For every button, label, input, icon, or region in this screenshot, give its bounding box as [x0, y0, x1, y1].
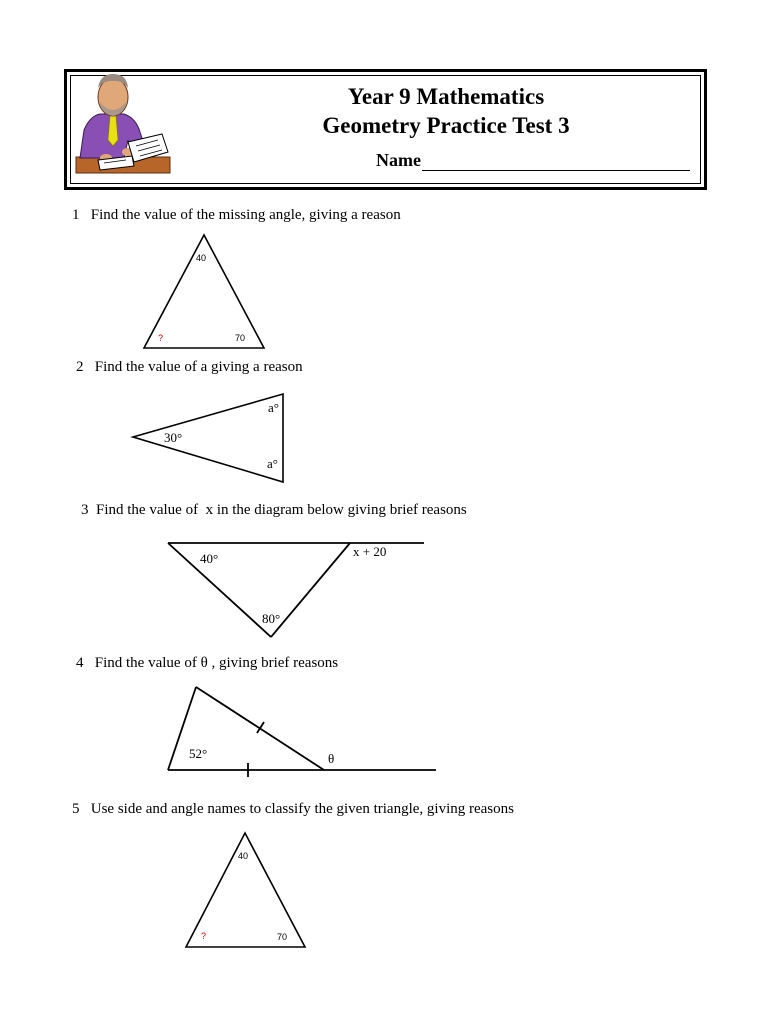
q5-right-angle: 70 — [277, 932, 288, 942]
q3-triangle-figure — [168, 543, 424, 637]
question-2: 2 Find the value of a giving a reason — [76, 359, 303, 375]
q3-bottom-angle: 80° — [262, 611, 281, 626]
q5-unknown-angle: ? — [201, 931, 207, 941]
test-title-year: Year 9 Mathematics — [347, 84, 545, 109]
q1-right-angle: 70 — [235, 333, 246, 343]
q1-top-angle: 40 — [196, 253, 207, 263]
q5-top-angle: 40 — [238, 851, 249, 861]
test-title-name: Geometry Practice Test 3 — [322, 113, 570, 138]
q4-triangle-figure — [168, 687, 436, 777]
name-label: Name — [376, 150, 421, 170]
q2-bottom-right-angle: a° — [267, 456, 278, 471]
q3-exterior-angle: x + 20 — [353, 544, 387, 559]
q2-left-angle: 30° — [164, 430, 183, 445]
q1-triangle — [144, 235, 264, 348]
question-1: 1 Find the value of the missing angle, giving a reason — [72, 207, 401, 223]
q2-top-right-angle: a° — [268, 400, 279, 415]
question-5: 5 Use side and angle names to classify the given triangle, giving reasons — [72, 801, 514, 817]
q4-left-angle: 52° — [189, 746, 208, 761]
q1-triangle-figure — [144, 235, 264, 348]
q3-right-side — [271, 543, 350, 637]
q2-triangle — [133, 394, 283, 482]
q2-triangle-figure — [133, 394, 283, 482]
q3-left-angle: 40° — [200, 551, 219, 566]
q3-left-side — [168, 543, 271, 637]
q4-exterior-angle: θ — [328, 751, 335, 766]
question-4: 4 Find the value of θ , giving brief reasons — [76, 655, 339, 671]
question-3: 3 Find the value of x in the diagram below giving brief reasons — [81, 502, 467, 518]
q1-unknown-angle: ? — [158, 333, 164, 343]
q5-triangle-figure — [186, 833, 305, 947]
